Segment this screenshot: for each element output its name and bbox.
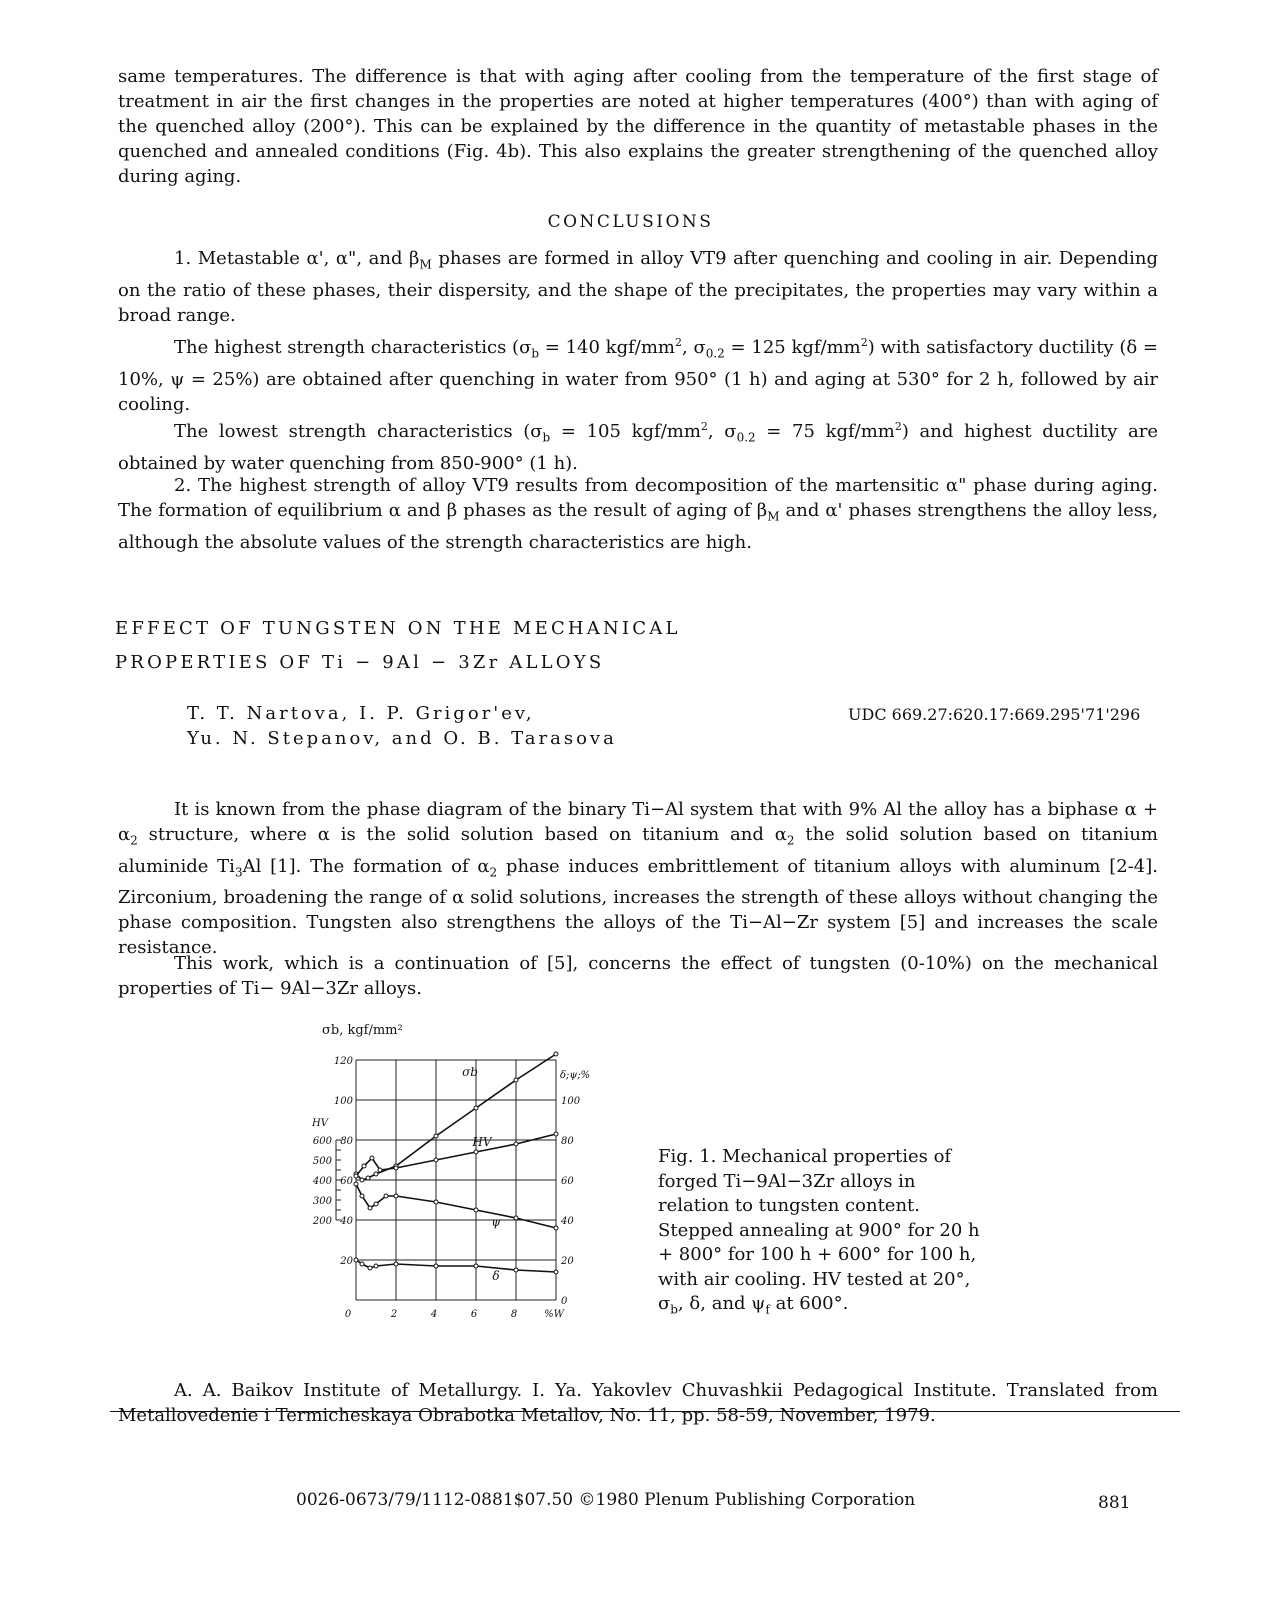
chart-grid — [356, 1060, 556, 1300]
right-tick-label: 100 — [561, 1096, 581, 1107]
right-axis-label: δ;ψ;% — [560, 1070, 591, 1081]
data-point — [374, 1264, 378, 1268]
data-point — [434, 1200, 438, 1204]
data-point — [360, 1262, 364, 1266]
authors-line-1: T. T. Nartova, I. P. Grigor'ev, — [187, 703, 535, 724]
left-tick-label: 120 — [333, 1056, 353, 1067]
right-tick-label: 40 — [561, 1216, 574, 1227]
article-title-line-1: EFFECT OF TUNGSTEN ON THE MECHANICAL — [115, 618, 681, 639]
series-label: σb — [462, 1065, 478, 1079]
udc-code: UDC 669.27:620.17:669.295'71'296 — [848, 705, 1141, 724]
data-point — [360, 1178, 364, 1182]
series-label: δ — [492, 1269, 500, 1283]
left-tick-label: 60 — [340, 1176, 353, 1187]
hv-tick-label: 200 — [312, 1216, 332, 1227]
right-tick-label: 60 — [561, 1176, 574, 1187]
data-point — [554, 1052, 558, 1056]
page-number: 881 — [1098, 1493, 1131, 1513]
left-tick-label: 100 — [333, 1096, 353, 1107]
hv-tick-label: 300 — [312, 1196, 332, 1207]
hv-tick-label: 500 — [312, 1156, 332, 1167]
body-paragraph-2: This work, which is a continuation of [5], concerns the effect of tungsten (0-10%) on the mechanical properties of Ti− 9Al−3Zr alloys. — [118, 953, 1158, 999]
conclusions-heading: CONCLUSIONS — [547, 212, 714, 232]
x-tick-label: 0 — [344, 1309, 352, 1320]
data-point — [394, 1262, 398, 1266]
data-point — [384, 1194, 388, 1198]
data-point — [354, 1182, 358, 1186]
data-point — [474, 1208, 478, 1212]
x-tick-label: 6 — [470, 1309, 478, 1320]
chart-labels — [311, 1023, 590, 1320]
series-line-2 — [356, 1184, 556, 1228]
series-label: HV — [472, 1135, 492, 1149]
data-point — [360, 1194, 364, 1198]
data-point — [514, 1078, 518, 1082]
series-line-3 — [356, 1260, 556, 1272]
data-point — [514, 1216, 518, 1220]
chart-curves — [354, 1052, 558, 1274]
data-point — [374, 1172, 378, 1176]
conclusion-1: 1. Metastable α', α", and $\beta_M$ phases are formed in alloy VT9 after quenching and cooling in air. Depending on the ratio of these phases, their dispersity, and the shape of the precipitates, the properties may vary within a broad range. — [118, 248, 1158, 326]
hv-axis-label: HV — [312, 1118, 328, 1129]
figure-caption: Fig. 1. Mechanical properties of forged Ti−9Al−3Zr alloys in relation to tungsten content. Stepped annealing at 900° for 20 h + 800° for 100 h + 600° for 100 h, with air cooling. HV tested at 20°, $\sigma_b$, δ, and $\psi_f$ at 600°. — [658, 1146, 980, 1317]
data-point — [554, 1226, 558, 1230]
x-tick-label: 4 — [430, 1309, 438, 1320]
data-point — [554, 1132, 558, 1136]
left-tick-label: 40 — [340, 1216, 353, 1227]
data-point — [474, 1150, 478, 1154]
body-paragraph-1: It is known from the phase diagram of the binary Ti−Al system that with 9% Al the alloy has a biphase $\alpha + \alpha_2$ structure, where α is the solid solution based on titanium and $\alpha_2$ the solid solution based on titanium aluminide $Ti_3Al$ [1]. The formation of $\alpha_2$ phase induces embrittlement of titanium alloys with aluminum [2-4]. Zirconium, broadening the range of α solid solutions, increases the strength of these alloys without changing the phase composition. Tungsten also strengthens the alloys of the Ti−Al−Zr system [5] and increases the scale resistance. — [118, 799, 1158, 959]
right-tick-label: 80 — [561, 1136, 574, 1147]
right-tick-label: 0 — [561, 1296, 568, 1307]
conclusion-1-highest: The highest strength characteristics ($\sigma_b = 140$ kgf/$mm^2$, $\sigma_{0.2} = 125$ kgf/$mm^2$) with satisfactory ductility (δ = 10%, ψ = 25%) are obtained after quenching in water from 950° (1 h) and aging at 530° for 2 h, followed by air cooling. — [118, 336, 1158, 415]
data-point — [434, 1264, 438, 1268]
data-point — [368, 1266, 372, 1270]
authors-line-2: Yu. N. Stepanov, and O. B. Tarasova — [187, 728, 617, 749]
series-label: ψ — [491, 1215, 501, 1229]
data-point — [378, 1168, 382, 1172]
data-point — [394, 1194, 398, 1198]
data-point — [368, 1206, 372, 1210]
data-point — [514, 1142, 518, 1146]
data-point — [354, 1258, 358, 1262]
footnote-text: A. A. Baikov Institute of Metallurgy. I. Ya. Yakovlev Chuvashkii Pedagogical Institute. Translated from Metallovedenie i Termicheskaya Obrabotka Metallov, No. 11, pp. 58-59, November, 1979. — [118, 1380, 1158, 1426]
data-point — [474, 1106, 478, 1110]
series-line-0 — [356, 1054, 556, 1180]
hv-tick-label: 400 — [312, 1176, 332, 1187]
article-title-line-2: PROPERTIES OF Ti − 9Al − 3Zr ALLOYS — [115, 652, 605, 673]
conclusion-1-lowest: The lowest strength characteristics ($\sigma_b = 105$ kgf/$mm^2$, $\sigma_{0.2} = 75$ kgf/$mm^2$) and highest ductility are obtained by water quenching from 850-900° (1 h). — [118, 420, 1158, 474]
figure-1-chart — [290, 1020, 610, 1350]
data-point — [366, 1176, 370, 1180]
hv-tick-label: 600 — [312, 1136, 332, 1147]
x-tick-label: 8 — [510, 1309, 518, 1320]
right-tick-label: 20 — [561, 1256, 574, 1267]
footer-code: 0026-0673/79/1112-0881$07.50 ©1980 Plenum Publishing Corporation — [296, 1490, 916, 1510]
data-point — [434, 1134, 438, 1138]
conclusion-2: 2. The highest strength of alloy VT9 results from decomposition of the martensitic α" phase during aging. The formation of equilibrium α and β phases as the result of aging of $\beta_M$ and α' phases strengthens the alloy less, although the absolute values of the strength characteristics are high. — [118, 475, 1158, 553]
data-point — [362, 1164, 366, 1168]
left-axis-label: σb, kgf/mm² — [322, 1023, 403, 1038]
data-point — [474, 1264, 478, 1268]
continuation-paragraph: same temperatures. The difference is that with aging after cooling from the temperature of the first stage of treatment in air the first changes in the properties are noted at higher temperatures (400°) than with aging of the quenched alloy (200°). This can be explained by the difference in the quantity of metastable phases in the quenched and annealed conditions (Fig. 4b). This also explains the greater strengthening of the quenched alloy during aging. — [118, 66, 1158, 187]
left-tick-label: 80 — [340, 1136, 353, 1147]
data-point — [434, 1158, 438, 1162]
data-point — [514, 1268, 518, 1272]
data-point — [354, 1174, 358, 1178]
data-point — [554, 1270, 558, 1274]
data-point — [394, 1166, 398, 1170]
x-tick-label: 2 — [390, 1309, 398, 1320]
left-tick-label: 20 — [340, 1256, 353, 1267]
data-point — [370, 1156, 374, 1160]
data-point — [374, 1202, 378, 1206]
x-tick-label: %W — [544, 1309, 564, 1320]
